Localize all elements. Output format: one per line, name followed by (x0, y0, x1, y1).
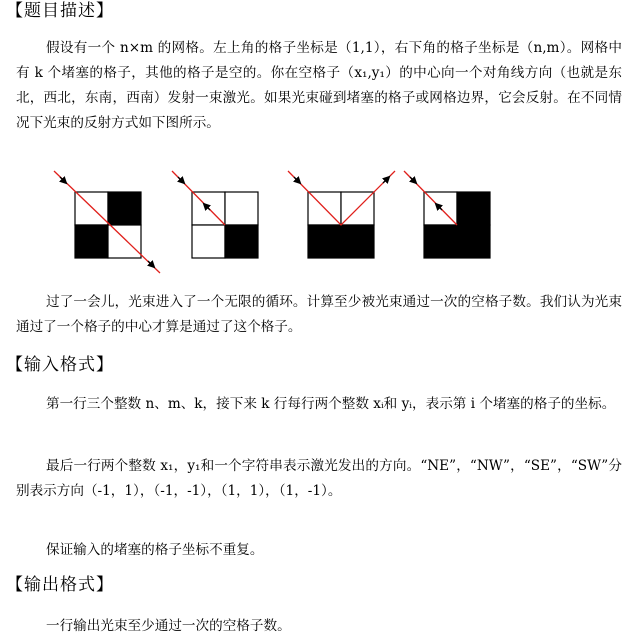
figure-panel-4 (404, 171, 490, 258)
reflection-figure (40, 165, 510, 280)
input-paragraph-2: 最后一行两个整数 x₁，y₁和一个字符串表示激光发出的方向。“NE”，“NW”，“SE”，“SW”分别表示方向（-1，1），（-1，-1），（1，1），（1，-1）。 (16, 458, 622, 499)
arrow-icon (383, 177, 389, 183)
arrow-icon (294, 177, 300, 183)
description-heading: 【题目描述】 (6, 1, 114, 21)
input-heading: 【输入格式】 (6, 355, 114, 375)
output-paragraph-1: 一行输出光束至少通过一次的空格子数。 (46, 618, 291, 634)
figure-panel-1 (54, 171, 160, 273)
figure-panel-3 (288, 171, 395, 258)
arrow-icon (178, 177, 184, 183)
figure-panel-2 (172, 171, 258, 258)
arrow-icon (148, 261, 154, 267)
input-paragraph-1: 第一行三个整数 n、m、k，接下来 k 行每行两个整数 xᵢ和 yᵢ，表示第 i 个堵塞的格子的坐标。 (46, 396, 616, 412)
description-paragraph-1: 假设有一个 n×m 的网格。左上角的格子坐标是（1,1），右下角的格子坐标是（n,m）。网格中有 k 个堵塞的格子，其他的格子是空的。你在空格子（x₁,y₁）的中心向一个对角线方向（也就是东北，西北，东南，西南）发射一束激光。如果光束碰到堵塞的格子或网格边界，它会反射。在不同情况下光束的反射方式如下图所示。 (16, 40, 622, 131)
output-heading: 【输出格式】 (6, 575, 114, 595)
arrow-icon (60, 177, 66, 183)
arrow-icon (410, 177, 416, 183)
input-paragraph-3: 保证输入的堵塞的格子坐标不重复。 (46, 542, 264, 558)
description-paragraph-2: 过了一会儿，光束进入了一个无限的循环。计算至少被光束通过一次的空格子数。我们认为光束通过了一个格子的中心才算是通过了这个格子。 (16, 294, 622, 335)
